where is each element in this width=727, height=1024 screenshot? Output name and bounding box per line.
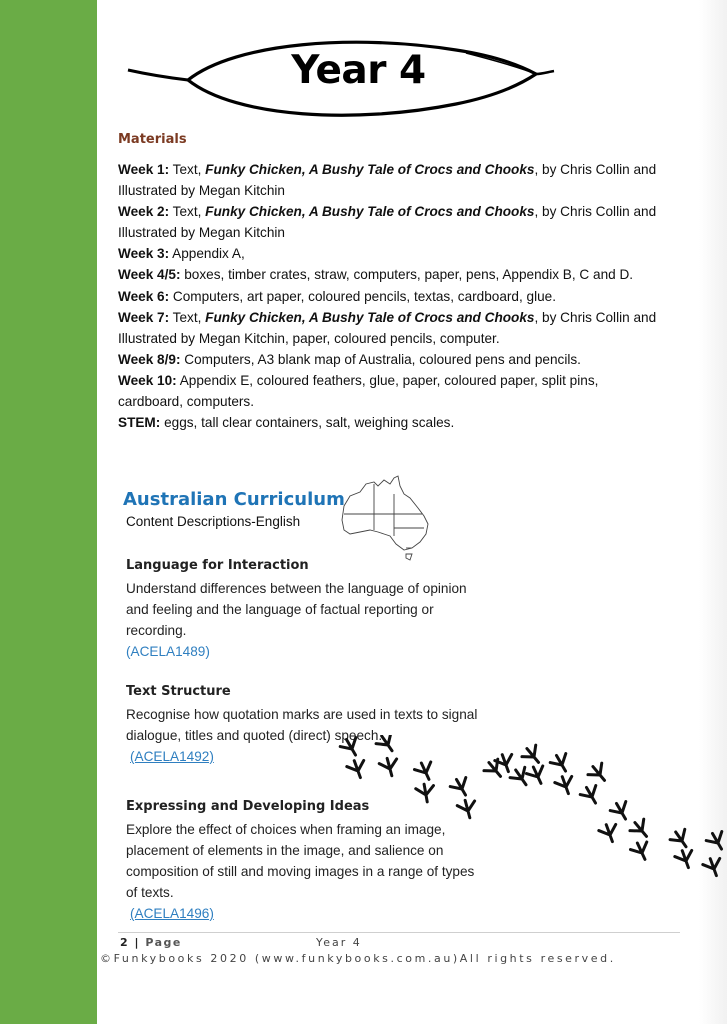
bird-footprint — [525, 763, 549, 787]
week-label: Week 3: — [118, 246, 170, 262]
footer-year: Year 4 — [316, 936, 362, 949]
materials-text: Computers, A3 blank map of Australia, coloured pens and pencils. — [180, 351, 581, 367]
bird-footprint — [346, 758, 369, 781]
section-heading: Text Structure — [126, 684, 231, 699]
section-text-line: dialogue, titles and quoted (direct) speech. — [126, 728, 383, 743]
bird-footprint — [668, 827, 693, 852]
materials-text: , by Chris Collin and — [534, 162, 657, 177]
bird-footprint — [339, 735, 364, 760]
materials-text: Appendix A, — [169, 246, 245, 262]
materials-text: Text, — [169, 204, 206, 220]
bird-footprint — [554, 774, 577, 797]
section-text-line: and feeling and the language of factual reporting or — [126, 602, 434, 617]
bird-footprint — [705, 829, 727, 854]
footer-page-number: 2 | Page — [120, 936, 182, 949]
materials-text: Text, — [169, 309, 206, 325]
materials-line — [118, 328, 690, 349]
materials-line — [118, 307, 690, 328]
green-sidebar-bar — [0, 0, 97, 1024]
bird-footprint — [628, 817, 653, 842]
page-title — [0, 48, 727, 93]
materials-line — [118, 370, 690, 391]
bird-footprint — [520, 743, 545, 768]
week-label: Week 4/5: — [118, 267, 181, 283]
materials-list — [118, 159, 690, 433]
footer-divider — [118, 932, 680, 933]
curriculum-title: Australian Curriculum — [123, 489, 345, 510]
bird-footprint — [374, 735, 399, 756]
section-heading: Expressing and Developing Ideas — [126, 799, 370, 814]
materials-line — [118, 201, 690, 222]
materials-text: Text, — [169, 162, 206, 177]
bird-tracks-icon — [330, 735, 727, 895]
materials-text: Illustrated by Megan Kitchin, paper, coloured pencils, computer. — [118, 330, 500, 346]
curriculum-code-link[interactable]: (ACELA1496) — [130, 906, 214, 921]
week-label: STEM: — [118, 415, 161, 431]
materials-text: Appendix E, coloured feathers, glue, paper, coloured paper, split pins, — [176, 372, 599, 388]
materials-line — [118, 243, 690, 264]
week-label: Week 1: — [118, 162, 170, 177]
book-title: Funky Chicken, A Bushy Tale of Crocs and Chooks — [205, 204, 535, 220]
bird-footprint — [378, 756, 400, 778]
materials-text: boxes, timber crates, straw, computers, paper, pens, Appendix B, C and D. — [180, 267, 634, 283]
page-label: Page — [145, 936, 182, 949]
materials-text: eggs, tall clear containers, salt, weighing scales. — [160, 415, 455, 431]
bird-footprint — [702, 856, 725, 879]
materials-line — [118, 412, 690, 433]
materials-text: Illustrated by Megan Kitchin — [118, 183, 285, 199]
bird-footprint — [415, 783, 436, 804]
bird-footprint — [579, 783, 604, 808]
materials-text: , by Chris Collin and — [534, 204, 657, 220]
footer-copyright: ©Funkybooks 2020 (www.funkybooks.com.au)All rights reserved. — [100, 952, 616, 965]
week-label: Week 2: — [118, 204, 170, 220]
materials-line — [118, 159, 690, 180]
week-label: Week 8/9: — [118, 351, 181, 367]
materials-line — [118, 349, 690, 370]
materials-line — [118, 391, 690, 412]
curriculum-section — [126, 555, 516, 662]
materials-text: Illustrated by Megan Kitchin — [118, 225, 285, 241]
week-label: Week 6: — [118, 288, 170, 304]
bird-footprint — [449, 775, 474, 800]
section-text-line: of texts. — [126, 885, 174, 900]
section-heading: Language for Interaction — [126, 558, 309, 573]
week-label: Week 10: — [118, 372, 177, 388]
bird-footprint — [598, 822, 621, 845]
materials-line — [118, 180, 690, 201]
bird-footprint — [549, 751, 574, 776]
materials-heading: Materials — [118, 132, 187, 147]
curriculum-subtitle: Content Descriptions-English — [126, 514, 301, 529]
book-title: Funky Chicken, A Bushy Tale of Crocs and Chooks — [205, 162, 535, 177]
materials-text: cardboard, computers. — [118, 394, 255, 410]
australia-map-icon — [338, 472, 434, 562]
week-label: Week 7: — [118, 309, 170, 325]
bird-footprint — [674, 848, 697, 871]
section-text-line: composition of still and moving images in a range of types — [126, 864, 475, 879]
bird-footprint — [586, 761, 611, 786]
bird-footprint — [456, 798, 478, 820]
bird-footprint — [413, 759, 437, 783]
materials-text: Computers, art paper, coloured pencils, textas, cardboard, glue. — [169, 288, 557, 304]
section-text-line: Understand differences between the language of opinion — [126, 581, 467, 596]
materials-line — [118, 222, 690, 243]
section-text-line: Recognise how quotation marks are used in texts to signal — [126, 707, 478, 722]
section-text-line: placement of elements in the image, and salience on — [126, 843, 444, 858]
bird-footprint — [629, 839, 653, 863]
book-title: Funky Chicken, A Bushy Tale of Crocs and Chooks — [205, 309, 535, 325]
bird-footprint — [508, 765, 533, 790]
page-number: 2 — [120, 936, 130, 949]
curriculum-code-link[interactable]: (ACELA1492) — [130, 749, 214, 764]
materials-line — [118, 286, 690, 307]
materials-text: , by Chris Collin and — [534, 309, 657, 325]
curriculum-code-link[interactable]: (ACELA1489) — [126, 644, 210, 659]
page-title-text: Year 4 — [291, 48, 426, 93]
bird-footprint — [609, 799, 634, 824]
section-text-line: Explore the effect of choices when framing an image, — [126, 822, 446, 837]
materials-line — [118, 264, 690, 285]
section-text-line: recording. — [126, 623, 187, 638]
